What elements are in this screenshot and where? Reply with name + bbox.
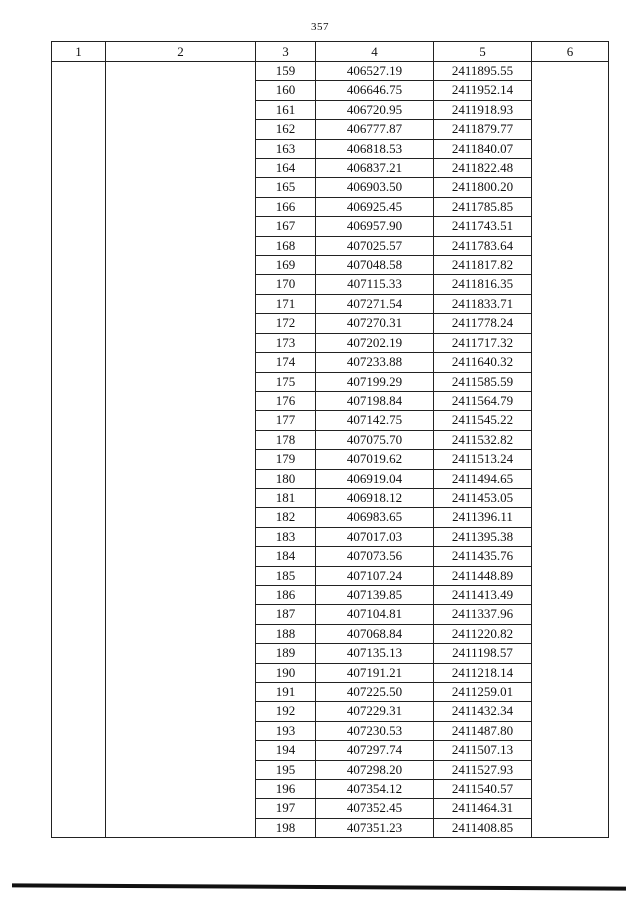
y-coordinate: 2411785.85 xyxy=(434,197,532,216)
point-number: 181 xyxy=(256,488,316,507)
table-body xyxy=(52,62,609,838)
point-number: 167 xyxy=(256,217,316,236)
y-coordinate: 2411778.24 xyxy=(434,314,532,333)
y-coordinate: 2411396.11 xyxy=(434,508,532,527)
empty-cell-col6 xyxy=(532,62,609,838)
x-coordinate: 407199.29 xyxy=(316,372,434,391)
x-coordinate: 407068.84 xyxy=(316,624,434,643)
y-coordinate: 2411413.49 xyxy=(434,585,532,604)
x-coordinate: 406720.95 xyxy=(316,100,434,119)
point-number: 184 xyxy=(256,547,316,566)
x-coordinate: 406818.53 xyxy=(316,139,434,158)
x-coordinate: 407142.75 xyxy=(316,411,434,430)
x-coordinate: 407351.23 xyxy=(316,818,434,837)
x-coordinate: 406646.75 xyxy=(316,81,434,100)
y-coordinate: 2411816.35 xyxy=(434,275,532,294)
x-coordinate: 407230.53 xyxy=(316,721,434,740)
point-number: 174 xyxy=(256,353,316,372)
column-header-1: 1 xyxy=(52,42,106,62)
y-coordinate: 2411527.93 xyxy=(434,760,532,779)
y-coordinate: 2411640.32 xyxy=(434,353,532,372)
x-coordinate: 407048.58 xyxy=(316,256,434,275)
empty-cell-col1 xyxy=(52,62,106,838)
x-coordinate: 406957.90 xyxy=(316,217,434,236)
y-coordinate: 2411408.85 xyxy=(434,818,532,837)
point-number: 171 xyxy=(256,294,316,313)
point-number: 177 xyxy=(256,411,316,430)
x-coordinate: 407198.84 xyxy=(316,391,434,410)
y-coordinate: 2411952.14 xyxy=(434,81,532,100)
point-number: 196 xyxy=(256,780,316,799)
y-coordinate: 2411453.05 xyxy=(434,488,532,507)
point-number: 170 xyxy=(256,275,316,294)
point-number: 195 xyxy=(256,760,316,779)
point-number: 159 xyxy=(256,62,316,81)
column-header-3: 3 xyxy=(256,42,316,62)
y-coordinate: 2411395.38 xyxy=(434,527,532,546)
y-coordinate: 2411337.96 xyxy=(434,605,532,624)
y-coordinate: 2411717.32 xyxy=(434,333,532,352)
point-number: 176 xyxy=(256,391,316,410)
x-coordinate: 407233.88 xyxy=(316,353,434,372)
point-number: 182 xyxy=(256,508,316,527)
x-coordinate: 407139.85 xyxy=(316,585,434,604)
y-coordinate: 2411800.20 xyxy=(434,178,532,197)
x-coordinate: 407075.70 xyxy=(316,430,434,449)
point-number: 173 xyxy=(256,333,316,352)
x-coordinate: 407115.33 xyxy=(316,275,434,294)
x-coordinate: 407135.13 xyxy=(316,644,434,663)
x-coordinate: 406919.04 xyxy=(316,469,434,488)
empty-cell-col2 xyxy=(106,62,256,838)
coordinates-table xyxy=(51,41,609,838)
x-coordinate: 407297.74 xyxy=(316,741,434,760)
point-number: 180 xyxy=(256,469,316,488)
x-coordinate: 407225.50 xyxy=(316,683,434,702)
point-number: 175 xyxy=(256,372,316,391)
y-coordinate: 2411822.48 xyxy=(434,159,532,178)
point-number: 188 xyxy=(256,624,316,643)
y-coordinate: 2411833.71 xyxy=(434,294,532,313)
y-coordinate: 2411840.07 xyxy=(434,139,532,158)
column-header-4: 4 xyxy=(316,42,434,62)
x-coordinate: 407191.21 xyxy=(316,663,434,682)
point-number: 164 xyxy=(256,159,316,178)
x-coordinate: 407352.45 xyxy=(316,799,434,818)
y-coordinate: 2411532.82 xyxy=(434,430,532,449)
y-coordinate: 2411879.77 xyxy=(434,120,532,139)
y-coordinate: 2411464.31 xyxy=(434,799,532,818)
x-coordinate: 407104.81 xyxy=(316,605,434,624)
y-coordinate: 2411540.57 xyxy=(434,780,532,799)
point-number: 179 xyxy=(256,450,316,469)
x-coordinate: 407025.57 xyxy=(316,236,434,255)
x-coordinate: 407202.19 xyxy=(316,333,434,352)
point-number: 169 xyxy=(256,256,316,275)
point-number: 166 xyxy=(256,197,316,216)
y-coordinate: 2411220.82 xyxy=(434,624,532,643)
point-number: 192 xyxy=(256,702,316,721)
y-coordinate: 2411259.01 xyxy=(434,683,532,702)
x-coordinate: 407017.03 xyxy=(316,527,434,546)
y-coordinate: 2411513.24 xyxy=(434,450,532,469)
y-coordinate: 2411585.59 xyxy=(434,372,532,391)
point-number: 194 xyxy=(256,741,316,760)
y-coordinate: 2411918.93 xyxy=(434,100,532,119)
x-coordinate: 406837.21 xyxy=(316,159,434,178)
point-number: 165 xyxy=(256,178,316,197)
x-coordinate: 406903.50 xyxy=(316,178,434,197)
point-number: 193 xyxy=(256,721,316,740)
point-number: 186 xyxy=(256,585,316,604)
table-row xyxy=(52,62,609,81)
bottom-rule xyxy=(12,883,626,890)
y-coordinate: 2411218.14 xyxy=(434,663,532,682)
y-coordinate: 2411564.79 xyxy=(434,391,532,410)
x-coordinate: 407107.24 xyxy=(316,566,434,585)
y-coordinate: 2411432.34 xyxy=(434,702,532,721)
y-coordinate: 2411494.65 xyxy=(434,469,532,488)
point-number: 183 xyxy=(256,527,316,546)
y-coordinate: 2411198.57 xyxy=(434,644,532,663)
x-coordinate: 406918.12 xyxy=(316,488,434,507)
point-number: 163 xyxy=(256,139,316,158)
y-coordinate: 2411743.51 xyxy=(434,217,532,236)
point-number: 162 xyxy=(256,120,316,139)
column-header-2: 2 xyxy=(106,42,256,62)
point-number: 189 xyxy=(256,644,316,663)
x-coordinate: 407270.31 xyxy=(316,314,434,333)
point-number: 168 xyxy=(256,236,316,255)
x-coordinate: 407073.56 xyxy=(316,547,434,566)
y-coordinate: 2411448.89 xyxy=(434,566,532,585)
x-coordinate: 406925.45 xyxy=(316,197,434,216)
x-coordinate: 407354.12 xyxy=(316,780,434,799)
point-number: 191 xyxy=(256,683,316,702)
y-coordinate: 2411895.55 xyxy=(434,62,532,81)
point-number: 172 xyxy=(256,314,316,333)
point-number: 185 xyxy=(256,566,316,585)
point-number: 197 xyxy=(256,799,316,818)
y-coordinate: 2411783.64 xyxy=(434,236,532,255)
y-coordinate: 2411487.80 xyxy=(434,721,532,740)
table-header xyxy=(52,42,609,62)
point-number: 160 xyxy=(256,81,316,100)
point-number: 187 xyxy=(256,605,316,624)
y-coordinate: 2411435.76 xyxy=(434,547,532,566)
x-coordinate: 407271.54 xyxy=(316,294,434,313)
x-coordinate: 407019.62 xyxy=(316,450,434,469)
x-coordinate: 406777.87 xyxy=(316,120,434,139)
point-number: 178 xyxy=(256,430,316,449)
y-coordinate: 2411545.22 xyxy=(434,411,532,430)
x-coordinate: 406983.65 xyxy=(316,508,434,527)
point-number: 190 xyxy=(256,663,316,682)
x-coordinate: 407298.20 xyxy=(316,760,434,779)
column-header-5: 5 xyxy=(434,42,532,62)
column-header-6: 6 xyxy=(532,42,609,62)
header-row xyxy=(52,42,609,62)
x-coordinate: 407229.31 xyxy=(316,702,434,721)
y-coordinate: 2411817.82 xyxy=(434,256,532,275)
point-number: 198 xyxy=(256,818,316,837)
y-coordinate: 2411507.13 xyxy=(434,741,532,760)
point-number: 161 xyxy=(256,100,316,119)
page-number: 357 xyxy=(311,21,329,33)
x-coordinate: 406527.19 xyxy=(316,62,434,81)
